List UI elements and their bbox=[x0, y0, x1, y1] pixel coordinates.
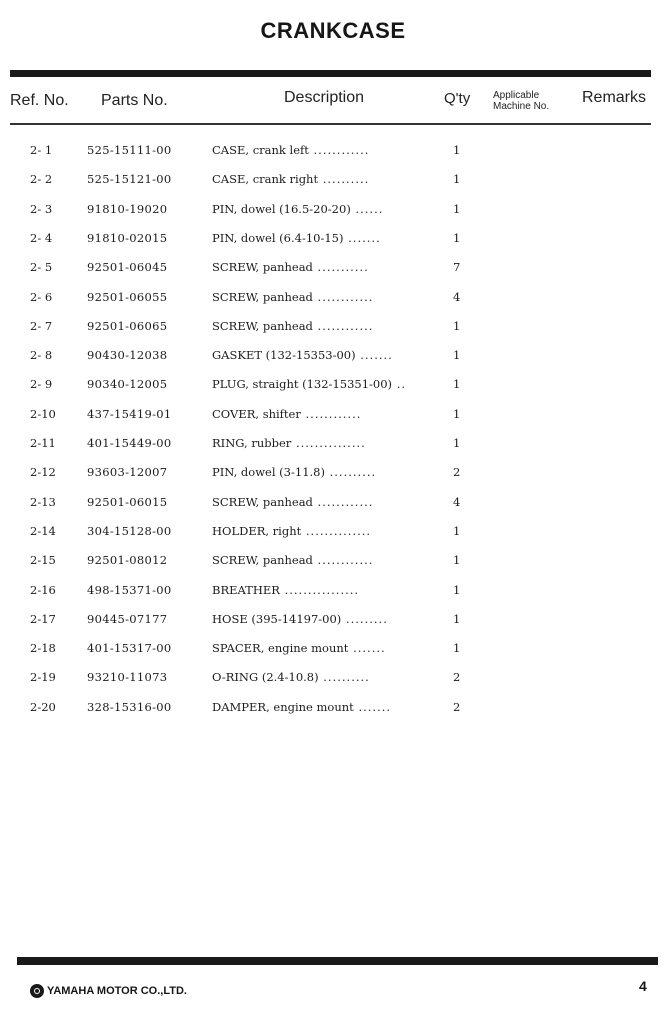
header-bottom-rule bbox=[10, 123, 651, 125]
table-row bbox=[0, 553, 666, 571]
ref-number: 2- 2 bbox=[30, 172, 53, 187]
leader-dots: ............ bbox=[300, 406, 362, 421]
description-cell bbox=[212, 583, 448, 597]
ref-number: 2- 6 bbox=[30, 289, 53, 304]
description-cell bbox=[212, 143, 448, 157]
quantity: 1 bbox=[453, 143, 461, 157]
description-text: SCREW, panhead bbox=[212, 289, 313, 304]
ref-number: 2-14 bbox=[30, 523, 56, 538]
ref-number: 2- 7 bbox=[30, 318, 53, 333]
table-row bbox=[0, 495, 666, 513]
description-text: HOSE (395-14197-00) bbox=[212, 611, 342, 626]
quantity: 1 bbox=[453, 230, 461, 245]
description-cell bbox=[212, 524, 448, 538]
part-number: 437-15419-01 bbox=[87, 406, 172, 421]
description-cell bbox=[212, 202, 448, 216]
description-cell bbox=[212, 290, 448, 304]
part-number: 401-15317-00 bbox=[87, 641, 172, 656]
description-text: O-RING (2.4-10.8) bbox=[212, 670, 319, 685]
leader-dots: ......... bbox=[341, 611, 388, 626]
ref-number: 2-15 bbox=[30, 553, 56, 568]
description-text: GASKET (132-15353-00) bbox=[212, 348, 356, 363]
column-header-description: Description bbox=[284, 89, 365, 106]
description-cell bbox=[212, 641, 448, 655]
leader-dots: ....... bbox=[348, 641, 386, 656]
part-number: 92501-08012 bbox=[87, 553, 168, 568]
table-row bbox=[0, 290, 666, 308]
description-cell bbox=[212, 436, 448, 450]
description-cell bbox=[212, 260, 448, 274]
description-cell bbox=[212, 377, 448, 391]
ref-number: 2- 5 bbox=[30, 260, 53, 275]
ref-number: 2- 4 bbox=[30, 230, 53, 245]
description-text: SCREW, panhead bbox=[212, 494, 313, 509]
part-number: 92501-06015 bbox=[87, 494, 168, 509]
table-row bbox=[0, 377, 666, 395]
company-name: YAMAHA MOTOR CO.,LTD. bbox=[47, 985, 187, 997]
quantity: 1 bbox=[453, 582, 461, 597]
quantity: 7 bbox=[453, 260, 461, 275]
leader-dots: ...... bbox=[350, 201, 384, 216]
footer-company bbox=[30, 982, 187, 1000]
description-text: COVER, shifter bbox=[212, 406, 301, 421]
description-text: PIN, dowel (6.4-10-15) bbox=[212, 230, 344, 245]
quantity: 1 bbox=[453, 641, 461, 656]
leader-dots: ............ bbox=[308, 143, 370, 157]
table-row bbox=[0, 202, 666, 220]
description-text: CASE, crank left bbox=[212, 143, 309, 157]
description-text: CASE, crank right bbox=[212, 172, 319, 187]
description-cell bbox=[212, 172, 448, 186]
ref-number: 2-20 bbox=[30, 699, 56, 714]
quantity: 2 bbox=[453, 670, 461, 685]
description-cell bbox=[212, 465, 448, 479]
description-text: HOLDER, right bbox=[212, 523, 302, 538]
table-row bbox=[0, 407, 666, 425]
yamaha-logo-icon bbox=[30, 984, 44, 998]
description-text: BREATHER bbox=[212, 582, 280, 597]
quantity: 1 bbox=[453, 377, 461, 392]
quantity: 1 bbox=[453, 611, 461, 626]
leader-dots: ........... bbox=[312, 260, 369, 275]
quantity: 4 bbox=[453, 289, 461, 304]
quantity: 1 bbox=[453, 201, 461, 216]
table-row bbox=[0, 172, 666, 190]
quantity: 1 bbox=[453, 172, 461, 187]
table-row bbox=[0, 612, 666, 630]
ref-number: 2- 8 bbox=[30, 348, 53, 363]
quantity: 1 bbox=[453, 436, 461, 450]
part-number: 92501-06045 bbox=[87, 260, 168, 275]
leader-dots: .. bbox=[392, 377, 407, 392]
description-cell bbox=[212, 670, 448, 684]
quantity: 1 bbox=[453, 553, 461, 568]
description-cell bbox=[212, 407, 448, 421]
table-row bbox=[0, 670, 666, 688]
part-number: 90340-12005 bbox=[87, 377, 168, 392]
part-number: 498-15371-00 bbox=[87, 582, 172, 597]
column-header-applicable-line1: Applicable bbox=[493, 90, 540, 101]
description-text: SPACER, engine mount bbox=[212, 641, 349, 656]
table-row bbox=[0, 143, 666, 161]
column-header-applicable bbox=[493, 90, 549, 112]
column-header-qty: Q'ty bbox=[444, 90, 471, 107]
quantity: 4 bbox=[453, 494, 461, 509]
ref-number: 2-17 bbox=[30, 611, 56, 626]
leader-dots: ............ bbox=[312, 553, 374, 568]
page-number: 4 bbox=[639, 978, 647, 994]
footer-rule bbox=[17, 957, 658, 965]
description-text: PIN, dowel (16.5-20-20) bbox=[212, 201, 351, 216]
leader-dots: ............ bbox=[312, 318, 374, 333]
part-number: 90430-12038 bbox=[87, 348, 168, 363]
quantity: 2 bbox=[453, 699, 461, 714]
header-top-rule bbox=[10, 70, 651, 77]
table-row bbox=[0, 641, 666, 659]
description-text: SCREW, panhead bbox=[212, 260, 313, 275]
description-text: PIN, dowel (3-11.8) bbox=[212, 465, 325, 480]
ref-number: 2-19 bbox=[30, 670, 56, 685]
table-row bbox=[0, 348, 666, 366]
table-row bbox=[0, 583, 666, 601]
table-row bbox=[0, 700, 666, 718]
leader-dots: ............ bbox=[312, 494, 374, 509]
quantity: 1 bbox=[453, 406, 461, 421]
ref-number: 2-16 bbox=[30, 582, 56, 597]
part-number: 91810-02015 bbox=[87, 230, 168, 245]
part-number: 92501-06065 bbox=[87, 318, 168, 333]
leader-dots: ....... bbox=[353, 699, 392, 714]
column-header-applicable-line2: Machine No. bbox=[493, 101, 550, 112]
description-cell bbox=[212, 553, 448, 567]
table-row bbox=[0, 260, 666, 278]
ref-number: 2- 9 bbox=[30, 377, 53, 392]
ref-number: 2-11 bbox=[30, 436, 56, 450]
leader-dots: .......... bbox=[318, 172, 370, 187]
table-row bbox=[0, 524, 666, 542]
description-cell bbox=[212, 348, 448, 362]
part-number: 91810-19020 bbox=[87, 201, 168, 216]
page-title: CRANKCASE bbox=[260, 18, 406, 43]
quantity: 1 bbox=[453, 318, 461, 333]
description-text: RING, rubber bbox=[212, 436, 292, 450]
quantity: 1 bbox=[453, 523, 461, 538]
ref-number: 2- 1 bbox=[30, 143, 53, 157]
leader-dots: ............ bbox=[312, 289, 374, 304]
quantity: 2 bbox=[453, 465, 461, 480]
description-cell bbox=[212, 231, 448, 245]
description-text: DAMPER, engine mount bbox=[212, 699, 354, 714]
description-text: PLUG, straight (132-15351-00) bbox=[212, 377, 393, 392]
part-number: 525-15111-00 bbox=[87, 143, 172, 157]
ref-number: 2-18 bbox=[30, 641, 56, 656]
leader-dots: ....... bbox=[355, 348, 393, 363]
column-header-ref: Ref. No. bbox=[10, 92, 69, 109]
leader-dots: .......... bbox=[324, 465, 377, 480]
part-number: 328-15316-00 bbox=[87, 699, 172, 714]
ref-number: 2-12 bbox=[30, 465, 56, 480]
part-number: 90445-07177 bbox=[87, 611, 168, 626]
description-cell bbox=[212, 319, 448, 333]
description-cell bbox=[212, 495, 448, 509]
description-cell bbox=[212, 612, 448, 626]
leader-dots: .......... bbox=[318, 670, 370, 685]
part-number: 93603-12007 bbox=[87, 465, 168, 480]
quantity: 1 bbox=[453, 348, 461, 363]
ref-number: 2-10 bbox=[30, 406, 56, 421]
part-number: 92501-06055 bbox=[87, 289, 168, 304]
leader-dots: ............... bbox=[291, 436, 366, 450]
column-header-remarks: Remarks bbox=[582, 89, 647, 106]
ref-number: 2-13 bbox=[30, 494, 56, 509]
table-row bbox=[0, 436, 666, 454]
table-row bbox=[0, 231, 666, 249]
table-row bbox=[0, 319, 666, 337]
description-text: SCREW, panhead bbox=[212, 553, 313, 568]
column-header-parts: Parts No. bbox=[101, 92, 168, 109]
leader-dots: .............. bbox=[301, 523, 372, 538]
description-text: SCREW, panhead bbox=[212, 318, 313, 333]
part-number: 401-15449-00 bbox=[87, 436, 172, 450]
part-number: 304-15128-00 bbox=[87, 523, 172, 538]
description-cell bbox=[212, 700, 448, 714]
part-number: 525-15121-00 bbox=[87, 172, 172, 187]
part-number: 93210-11073 bbox=[87, 670, 168, 685]
table-row bbox=[0, 465, 666, 483]
leader-dots: ....... bbox=[343, 230, 381, 245]
leader-dots: ................ bbox=[279, 582, 360, 597]
ref-number: 2- 3 bbox=[30, 201, 53, 216]
